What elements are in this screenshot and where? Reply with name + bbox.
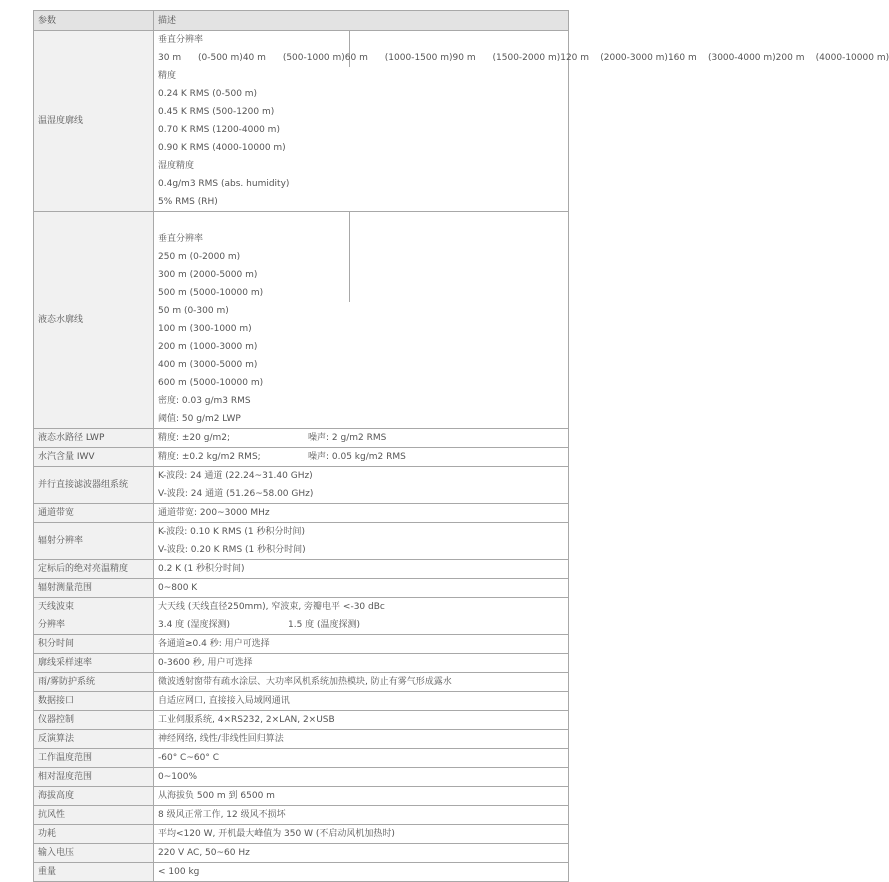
table-row bbox=[34, 429, 569, 448]
optemp-value: -60° C~60° C bbox=[154, 749, 569, 768]
lwp-noise: 噪声: 2 g/m2 RMS bbox=[308, 433, 387, 443]
table-row bbox=[34, 749, 569, 768]
table-row bbox=[34, 448, 569, 467]
iface-value: 自适应网口, 直接接入局域网通讯 bbox=[154, 692, 569, 711]
liquid-resolution-line: 250 m (0-2000 m) bbox=[158, 252, 241, 262]
temp-resolution-line bbox=[243, 49, 345, 67]
row-label-antenna bbox=[34, 598, 154, 635]
resolution-range: (1000-1500 m) bbox=[384, 53, 453, 63]
table-row bbox=[34, 863, 569, 882]
liquid-accuracy-line: 600 m (5000-10000 m) bbox=[158, 378, 264, 388]
antenna-label-line1: 天线波束 bbox=[38, 602, 75, 612]
v-band-resolution: V-波段: 0.20 K RMS (1 秒积分时间) bbox=[158, 545, 306, 555]
lwp-desc bbox=[154, 429, 569, 448]
row-label-integ: 积分时间 bbox=[34, 635, 154, 654]
liquid-accuracy-line: 400 m (3000-5000 m) bbox=[158, 360, 258, 370]
temp-resolution-line bbox=[776, 49, 889, 67]
absacc-value: 0.2 K (1 秒积分时间) bbox=[154, 560, 569, 579]
temp-resolution-title: 垂直分辨率 bbox=[158, 35, 204, 45]
resolution-value: 30 m bbox=[158, 53, 182, 63]
algo-value: 神经网络, 线性/非线性回归算法 bbox=[154, 730, 569, 749]
table-row bbox=[34, 523, 569, 560]
header-desc: 描述 bbox=[154, 11, 569, 31]
liquid-resolution-column bbox=[154, 212, 350, 302]
resolution-range: (4000-10000 m) bbox=[815, 53, 889, 63]
liquid-resolution-line: 300 m (2000-5000 m) bbox=[158, 270, 258, 280]
liquid-accuracy-line: 50 m (0-300 m) bbox=[158, 306, 229, 316]
row-label-radres: 辐射分辨率 bbox=[34, 523, 154, 560]
temp-accuracy-line: 精度 bbox=[158, 71, 177, 81]
wind-value: 8 级风正常工作, 12 级风不损坏 bbox=[154, 806, 569, 825]
row-label-wind: 抗风性 bbox=[34, 806, 154, 825]
liquid-accuracy-column bbox=[154, 302, 383, 428]
row-label-bandwidth: 通道带宽 bbox=[34, 504, 154, 523]
resolution-value: 40 m bbox=[242, 53, 266, 63]
temp-resolution-column bbox=[154, 31, 889, 67]
row-label-lwp: 液态水路径 LWP bbox=[34, 429, 154, 448]
iwv-noise: 噪声: 0.05 kg/m2 RMS bbox=[308, 452, 406, 462]
antenna-line2 bbox=[158, 616, 564, 634]
temp-accuracy-line: 5% RMS (RH) bbox=[158, 197, 218, 207]
resolution-range: (3000-4000 m) bbox=[707, 53, 776, 63]
lwp-accuracy: 精度: ±20 g/m2; bbox=[158, 433, 231, 443]
row-label-ctrl: 仪器控制 bbox=[34, 711, 154, 730]
temp-profile-desc bbox=[154, 31, 889, 212]
temp-accuracy-line: 0.90 K RMS (4000-10000 m) bbox=[158, 143, 286, 153]
temp-accuracy-line: 0.45 K RMS (500-1200 m) bbox=[158, 107, 275, 117]
sample-value: 0-3600 秒, 用户可选择 bbox=[154, 654, 569, 673]
antenna-label-line2: 分辨率 bbox=[38, 620, 66, 630]
table-row bbox=[34, 654, 569, 673]
k-band-resolution: K-波段: 0.10 K RMS (1 秒积分时间) bbox=[158, 527, 305, 537]
antenna-humidity-beam: 3.4 度 (湿度探测) bbox=[158, 620, 231, 630]
table-row bbox=[34, 768, 569, 787]
integ-value: 各通道≥0.4 秒: 用户可选择 bbox=[154, 635, 569, 654]
resolution-value: 200 m bbox=[775, 53, 805, 63]
resolution-range: (1500-2000 m) bbox=[492, 53, 561, 63]
rain-value: 微波透射窗带有疏水涂层、大功率风机系统加热模块, 防止有雾气形成露水 bbox=[154, 673, 569, 692]
antenna-temp-beam: 1.5 度 (温度探测) bbox=[288, 620, 361, 630]
temp-resolution-line bbox=[560, 49, 668, 67]
liquid-accuracy-line: 阈值: 50 g/m2 LWP bbox=[158, 414, 241, 424]
temp-accuracy-line: 湿度精度 bbox=[158, 161, 195, 171]
liquid-resolution-line: 垂直分辨率 bbox=[158, 234, 204, 244]
table-row bbox=[34, 825, 569, 844]
row-label-weight: 重量 bbox=[34, 863, 154, 882]
table-row bbox=[34, 806, 569, 825]
antenna-line1: 大天线 (天线直径250mm), 窄波束, 旁瓣电平 <-30 dBc bbox=[158, 602, 385, 612]
alt-value: 从海拔负 500 m 到 6500 m bbox=[154, 787, 569, 806]
table-row bbox=[34, 504, 569, 523]
antenna-desc bbox=[154, 598, 569, 635]
table-row bbox=[34, 598, 569, 635]
header-param: 参数 bbox=[34, 11, 154, 31]
spec-table bbox=[33, 10, 889, 882]
table-row bbox=[34, 579, 569, 598]
resolution-range: (500-1000 m) bbox=[282, 53, 345, 63]
resolution-value: 120 m bbox=[560, 53, 590, 63]
row-label-absacc: 定标后的绝对亮温精度 bbox=[34, 560, 154, 579]
bandwidth-value: 通道带宽: 200~3000 MHz bbox=[154, 504, 569, 523]
table-row bbox=[34, 844, 569, 863]
range-value: 0~800 K bbox=[154, 579, 569, 598]
table-row bbox=[34, 467, 569, 504]
liquid-resolution-line: 500 m (5000-10000 m) bbox=[158, 288, 264, 298]
channels-desc bbox=[154, 467, 569, 504]
table-row bbox=[34, 31, 569, 212]
liquid-accuracy-line: 100 m (300-1000 m) bbox=[158, 324, 252, 334]
resolution-value: 60 m bbox=[344, 53, 368, 63]
table-row bbox=[34, 673, 569, 692]
weight-value: < 100 kg bbox=[154, 863, 569, 882]
liquid-profile-desc bbox=[154, 212, 569, 429]
table-header-row bbox=[34, 11, 569, 31]
row-label-liquid-profile: 液态水廓线 bbox=[34, 212, 154, 429]
temp-accuracy-line: 0.4g/m3 RMS (abs. humidity) bbox=[158, 179, 290, 189]
row-label-iwv: 水汽含量 IWV bbox=[34, 448, 154, 467]
temp-resolution-line bbox=[158, 49, 243, 67]
liquid-accuracy-line: 200 m (1000-3000 m) bbox=[158, 342, 258, 352]
resolution-range: (0-500 m) bbox=[198, 53, 243, 63]
row-label-range: 辐射测量范围 bbox=[34, 579, 154, 598]
row-label-humid: 相对湿度范围 bbox=[34, 768, 154, 787]
humid-value: 0~100% bbox=[154, 768, 569, 787]
table-row bbox=[34, 560, 569, 579]
row-label-sample: 廓线采样速率 bbox=[34, 654, 154, 673]
radres-desc bbox=[154, 523, 569, 560]
temp-resolution-line bbox=[345, 49, 453, 67]
row-label-alt: 海拔高度 bbox=[34, 787, 154, 806]
table-row bbox=[34, 212, 569, 429]
temp-res-lines bbox=[158, 49, 889, 67]
ctrl-value: 工业伺服系统, 4×RS232, 2×LAN, 2×USB bbox=[154, 711, 569, 730]
row-label-channels: 并行直接滤波器组系统 bbox=[34, 467, 154, 504]
power-value: 平均<120 W, 开机最大峰值为 350 W (不启动风机加热时) bbox=[154, 825, 569, 844]
temp-resolution-line bbox=[453, 49, 561, 67]
iwv-accuracy: 精度: ±0.2 kg/m2 RMS; bbox=[158, 452, 261, 462]
liquid-accuracy-line: 密度: 0.03 g/m3 RMS bbox=[158, 396, 251, 406]
volt-value: 220 V AC, 50~60 Hz bbox=[154, 844, 569, 863]
row-label-algo: 反演算法 bbox=[34, 730, 154, 749]
table-row bbox=[34, 711, 569, 730]
table-row bbox=[34, 730, 569, 749]
row-label-iface: 数据接口 bbox=[34, 692, 154, 711]
table-row bbox=[34, 635, 569, 654]
temp-resolution-line bbox=[668, 49, 776, 67]
temp-accuracy-column bbox=[154, 67, 383, 211]
v-band-channels: V-波段: 24 通道 (51.26~58.00 GHz) bbox=[158, 489, 314, 499]
temp-accuracy-line: 0.70 K RMS (1200-4000 m) bbox=[158, 125, 280, 135]
table-row bbox=[34, 692, 569, 711]
row-label-rain: 雨/雾防护系统 bbox=[34, 673, 154, 692]
row-label-optemp: 工作温度范围 bbox=[34, 749, 154, 768]
resolution-range: (2000-3000 m) bbox=[600, 53, 668, 63]
iwv-desc bbox=[154, 448, 569, 467]
row-label-temp-profile: 温湿度廓线 bbox=[34, 31, 154, 212]
temp-accuracy-line: 0.24 K RMS (0-500 m) bbox=[158, 89, 258, 99]
row-label-power: 功耗 bbox=[34, 825, 154, 844]
resolution-value: 160 m bbox=[667, 53, 697, 63]
row-label-volt: 输入电压 bbox=[34, 844, 154, 863]
table-row bbox=[34, 787, 569, 806]
k-band-channels: K-波段: 24 通道 (22.24~31.40 GHz) bbox=[158, 471, 313, 481]
resolution-value: 90 m bbox=[452, 53, 476, 63]
